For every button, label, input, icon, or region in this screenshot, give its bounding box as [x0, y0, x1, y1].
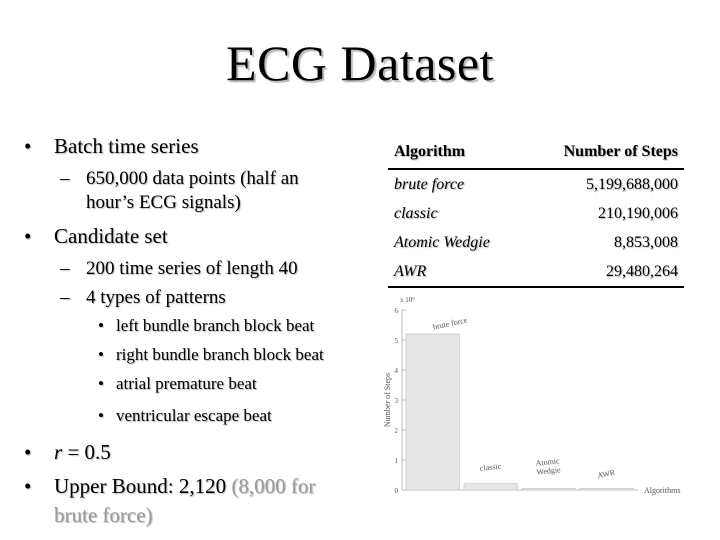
- table-cell-steps: 8,853,008: [614, 233, 678, 251]
- r-variable: r: [54, 440, 63, 464]
- table-row: [388, 257, 684, 287]
- bar-label: AWR: [596, 467, 616, 481]
- r-value: = 0.5: [62, 440, 111, 464]
- chart-bar: [580, 489, 633, 491]
- bullet-symbol: •: [24, 440, 32, 464]
- sub-bullet-batch-line2: hour’s ECG signals): [86, 192, 241, 213]
- chart-bar: [522, 489, 575, 491]
- upper-bound-paren-line1: (8,000 for: [231, 474, 316, 498]
- sub-bullet-candidate-1: 200 time series of length 40: [86, 258, 298, 279]
- y-tick-label: 1: [394, 457, 398, 465]
- dash-symbol: –: [60, 258, 70, 279]
- table-row: [388, 199, 684, 228]
- y-tick-label: 6: [394, 307, 398, 315]
- sub-bullet-candidate-2: 4 types of patterns: [86, 287, 226, 308]
- dash-symbol: –: [60, 168, 70, 189]
- table-cell-steps: 29,480,264: [524, 257, 684, 287]
- bullet-symbol: •: [98, 345, 104, 364]
- steps-table: [388, 136, 684, 288]
- bullet-upper-bound: [54, 474, 315, 499]
- table-cell-algorithm: Atomic Wedgie: [394, 233, 490, 251]
- table-cell-algorithm: brute force: [394, 175, 465, 193]
- bullet-symbol: •: [98, 374, 104, 393]
- table-cell-algorithm: AWR: [388, 257, 524, 287]
- bullet-candidate: Candidate set: [54, 224, 168, 248]
- sub-bullet-batch-line1: 650,000 data points (half an: [86, 168, 299, 189]
- bullet-symbol: •: [24, 474, 32, 498]
- y-axis-label: Number of Steps: [383, 372, 392, 428]
- pattern-item: left bundle branch block beat: [116, 316, 315, 335]
- exponent-label: x 10⁹: [400, 296, 415, 304]
- y-tick-label: 5: [394, 337, 398, 345]
- upper-bound-paren-line2: brute force): [54, 503, 153, 527]
- bullet-symbol: •: [98, 406, 104, 425]
- chart-bar: [464, 484, 517, 490]
- table-cell-algorithm: classic: [394, 204, 438, 222]
- pattern-item: right bundle branch block beat: [116, 345, 324, 364]
- dash-symbol: –: [60, 287, 70, 308]
- table-row: [388, 169, 684, 199]
- table-row: [388, 228, 684, 257]
- bar-label: Atomic: [535, 456, 560, 468]
- y-tick-label: 3: [394, 397, 398, 405]
- steps-bar-chart: [370, 292, 700, 504]
- header-steps: Number of Steps: [524, 136, 684, 169]
- pattern-item: ventricular escape beat: [116, 406, 272, 425]
- x-axis-label: Algorithms: [644, 486, 681, 495]
- chart-bar: [406, 334, 459, 490]
- bullet-symbol: •: [98, 316, 104, 335]
- bullet-symbol: •: [24, 224, 32, 248]
- upper-bound-main: Upper Bound: 2,120: [54, 474, 232, 498]
- bar-label: classic: [479, 461, 502, 473]
- header-algorithm: Algorithm: [388, 136, 524, 169]
- y-tick-label: 0: [394, 487, 398, 495]
- table-header-row: [388, 136, 684, 169]
- table-cell-steps: 5,199,688,000: [586, 175, 678, 193]
- slide-title: ECG Dataset: [226, 35, 494, 91]
- pattern-item: atrial premature beat: [116, 374, 257, 393]
- table-cell-steps: 210,190,006: [598, 204, 678, 222]
- bullet-symbol: •: [24, 134, 32, 158]
- bullet-r: [54, 440, 111, 465]
- bar-label: Wedgie: [536, 465, 562, 477]
- bullet-batch: Batch time series: [54, 134, 199, 158]
- y-tick-label: 2: [394, 427, 398, 435]
- y-tick-label: 4: [394, 367, 398, 375]
- bar-label: brute force: [432, 315, 469, 332]
